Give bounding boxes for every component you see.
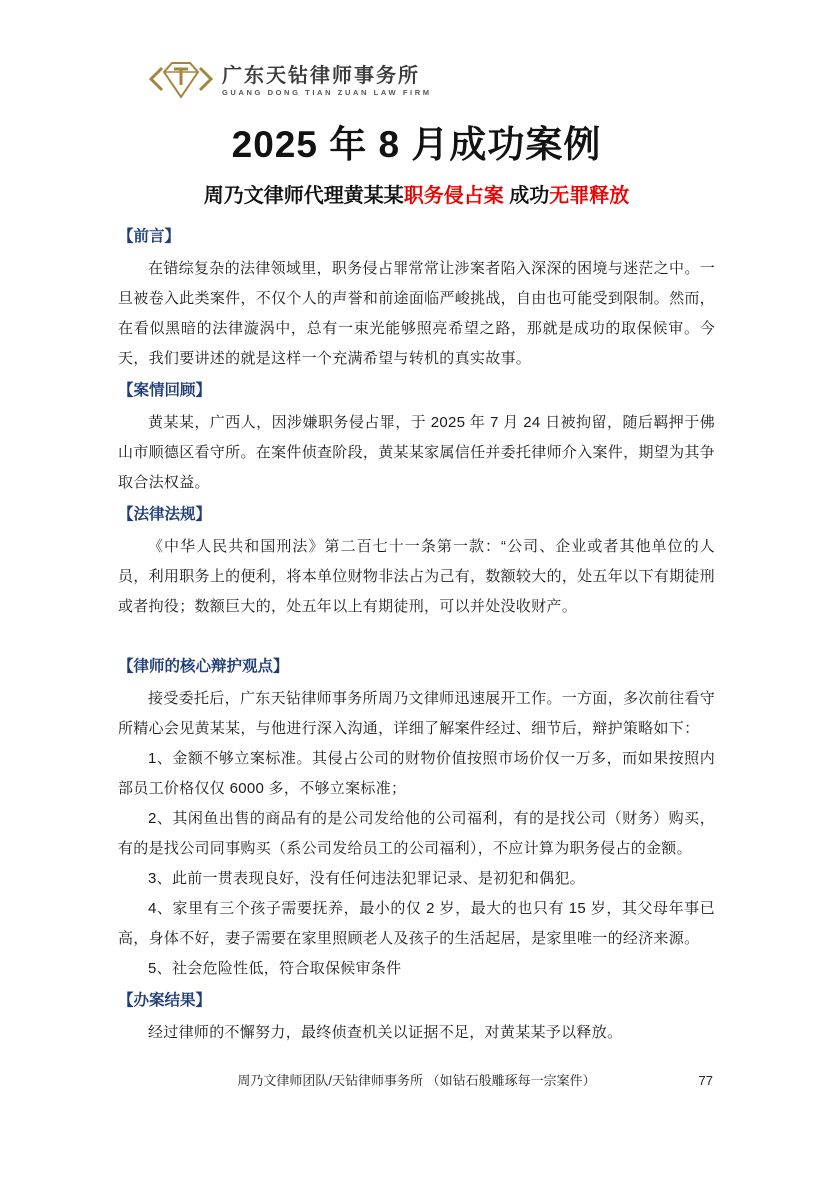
law-firm-logo [148,56,715,106]
subtitle-middle: 成功 [503,185,550,207]
case-subtitle [118,182,715,210]
page-title: 2025 年 8 月成功案例 [231,124,602,165]
paragraph: 经过律师的不懈努力，最终侦查机关以证据不足，对黄某某予以释放。 [148,1024,623,1041]
defense-point-4: 4、家里有三个孩子需要抚养，最小的仅 2 岁，最大的也只有 15 岁，其父母年事已高，身体不好，妻子需要在家里照顾老人及孩子的生活起居，是家里唯一的经济来源。 [118,900,715,947]
footer-text: 周乃文律师团队/天钻律师事务所 （如钻石般雕琢每一宗案件） [237,1073,596,1088]
section-heading-case-review: 【案情回顾】 [118,382,212,399]
section-case-review [118,376,715,498]
section-heading-foreword: 【前言】 [118,228,181,245]
logo-firm-name-cn: 广东天钻律师事务所 [222,64,420,87]
defense-point-5: 5、社会危险性低，符合取保候审条件 [148,960,402,977]
section-laws [118,500,715,622]
defense-point-3: 3、此前一贯表现良好，没有任何违法犯罪记录、是初犯和偶犯。 [148,870,586,887]
defense-point-2: 2、其闲鱼出售的商品有的是公司发给他的公司福利，有的是找公司（财务）购买，有的是找公司同事购买（系公司发给员工的公司福利），不应计算为职务侵占的金额。 [118,810,715,857]
paragraph: 在错综复杂的法律领域里，职务侵占罪常常让涉案者陷入深深的困境与迷茫之中。一旦被卷入此类案件，不仅个人的声誉和前途面临严峻挑战，自由也可能受到限制。然而，在看似黑暗的法律漩涡中，总有一束光能够照亮希望之路，那就是成功的取保候审。今天，我们要讲述的就是这样一个充满希望与转机的真实故事。 [118,260,715,367]
subtitle-result-red: 无罪释放 [549,185,630,207]
logo-text-block [222,65,432,98]
paragraph: 黄某某，广西人，因涉嫌职务侵占罪，于 2025 年 7 月 24 日被拘留，随后羁押于佛山市顺德区看守所。在案件侦查阶段，黄某某家属信任并委托律师介入案件，期望为其争取合法权益。 [118,414,715,491]
section-foreword [118,222,715,374]
diamond-logo-icon [148,57,214,106]
section-result [118,986,715,1048]
paragraph: 接受委托后，广东天钻律师事务所周乃文律师迅速展开工作。一方面，多次前往看守所精心会见黄某某，与他进行深入沟通，详细了解案件经过、细节后，辩护策略如下： [118,690,715,737]
section-heading-laws: 【法律法规】 [118,506,212,523]
page-footer [118,1072,715,1090]
section-heading-defense-points: 【律师的核心辩护观点】 [118,658,289,675]
document-body [118,222,715,1048]
defense-point-1: 1、金额不够立案标准。其侵占公司的财物价值按照市场价仅一万多，而如果按照内部员工价格仅仅 6000 多，不够立案标准； [118,750,715,797]
logo-firm-name-en: GUANG DONG TIAN ZUAN LAW FIRM [222,87,432,97]
paragraph: 《中华人民共和国刑法》第二百七十一条第一款：“公司、企业或者其他单位的人员，利用职务上的便利，将本单位财物非法占为己有，数额较大的，处五年以下有期徒刑或者拘役；数额巨大的，处五年以上有期徒刑，可以并处没收财产。 [118,538,715,615]
subtitle-prefix: 周乃文律师代理黄某某 [203,185,404,207]
section-defense-points [118,652,715,984]
page-number: 77 [698,1073,713,1088]
subtitle-case-type-red: 职务侵占案 [403,185,504,207]
section-heading-result: 【办案结果】 [118,992,212,1009]
